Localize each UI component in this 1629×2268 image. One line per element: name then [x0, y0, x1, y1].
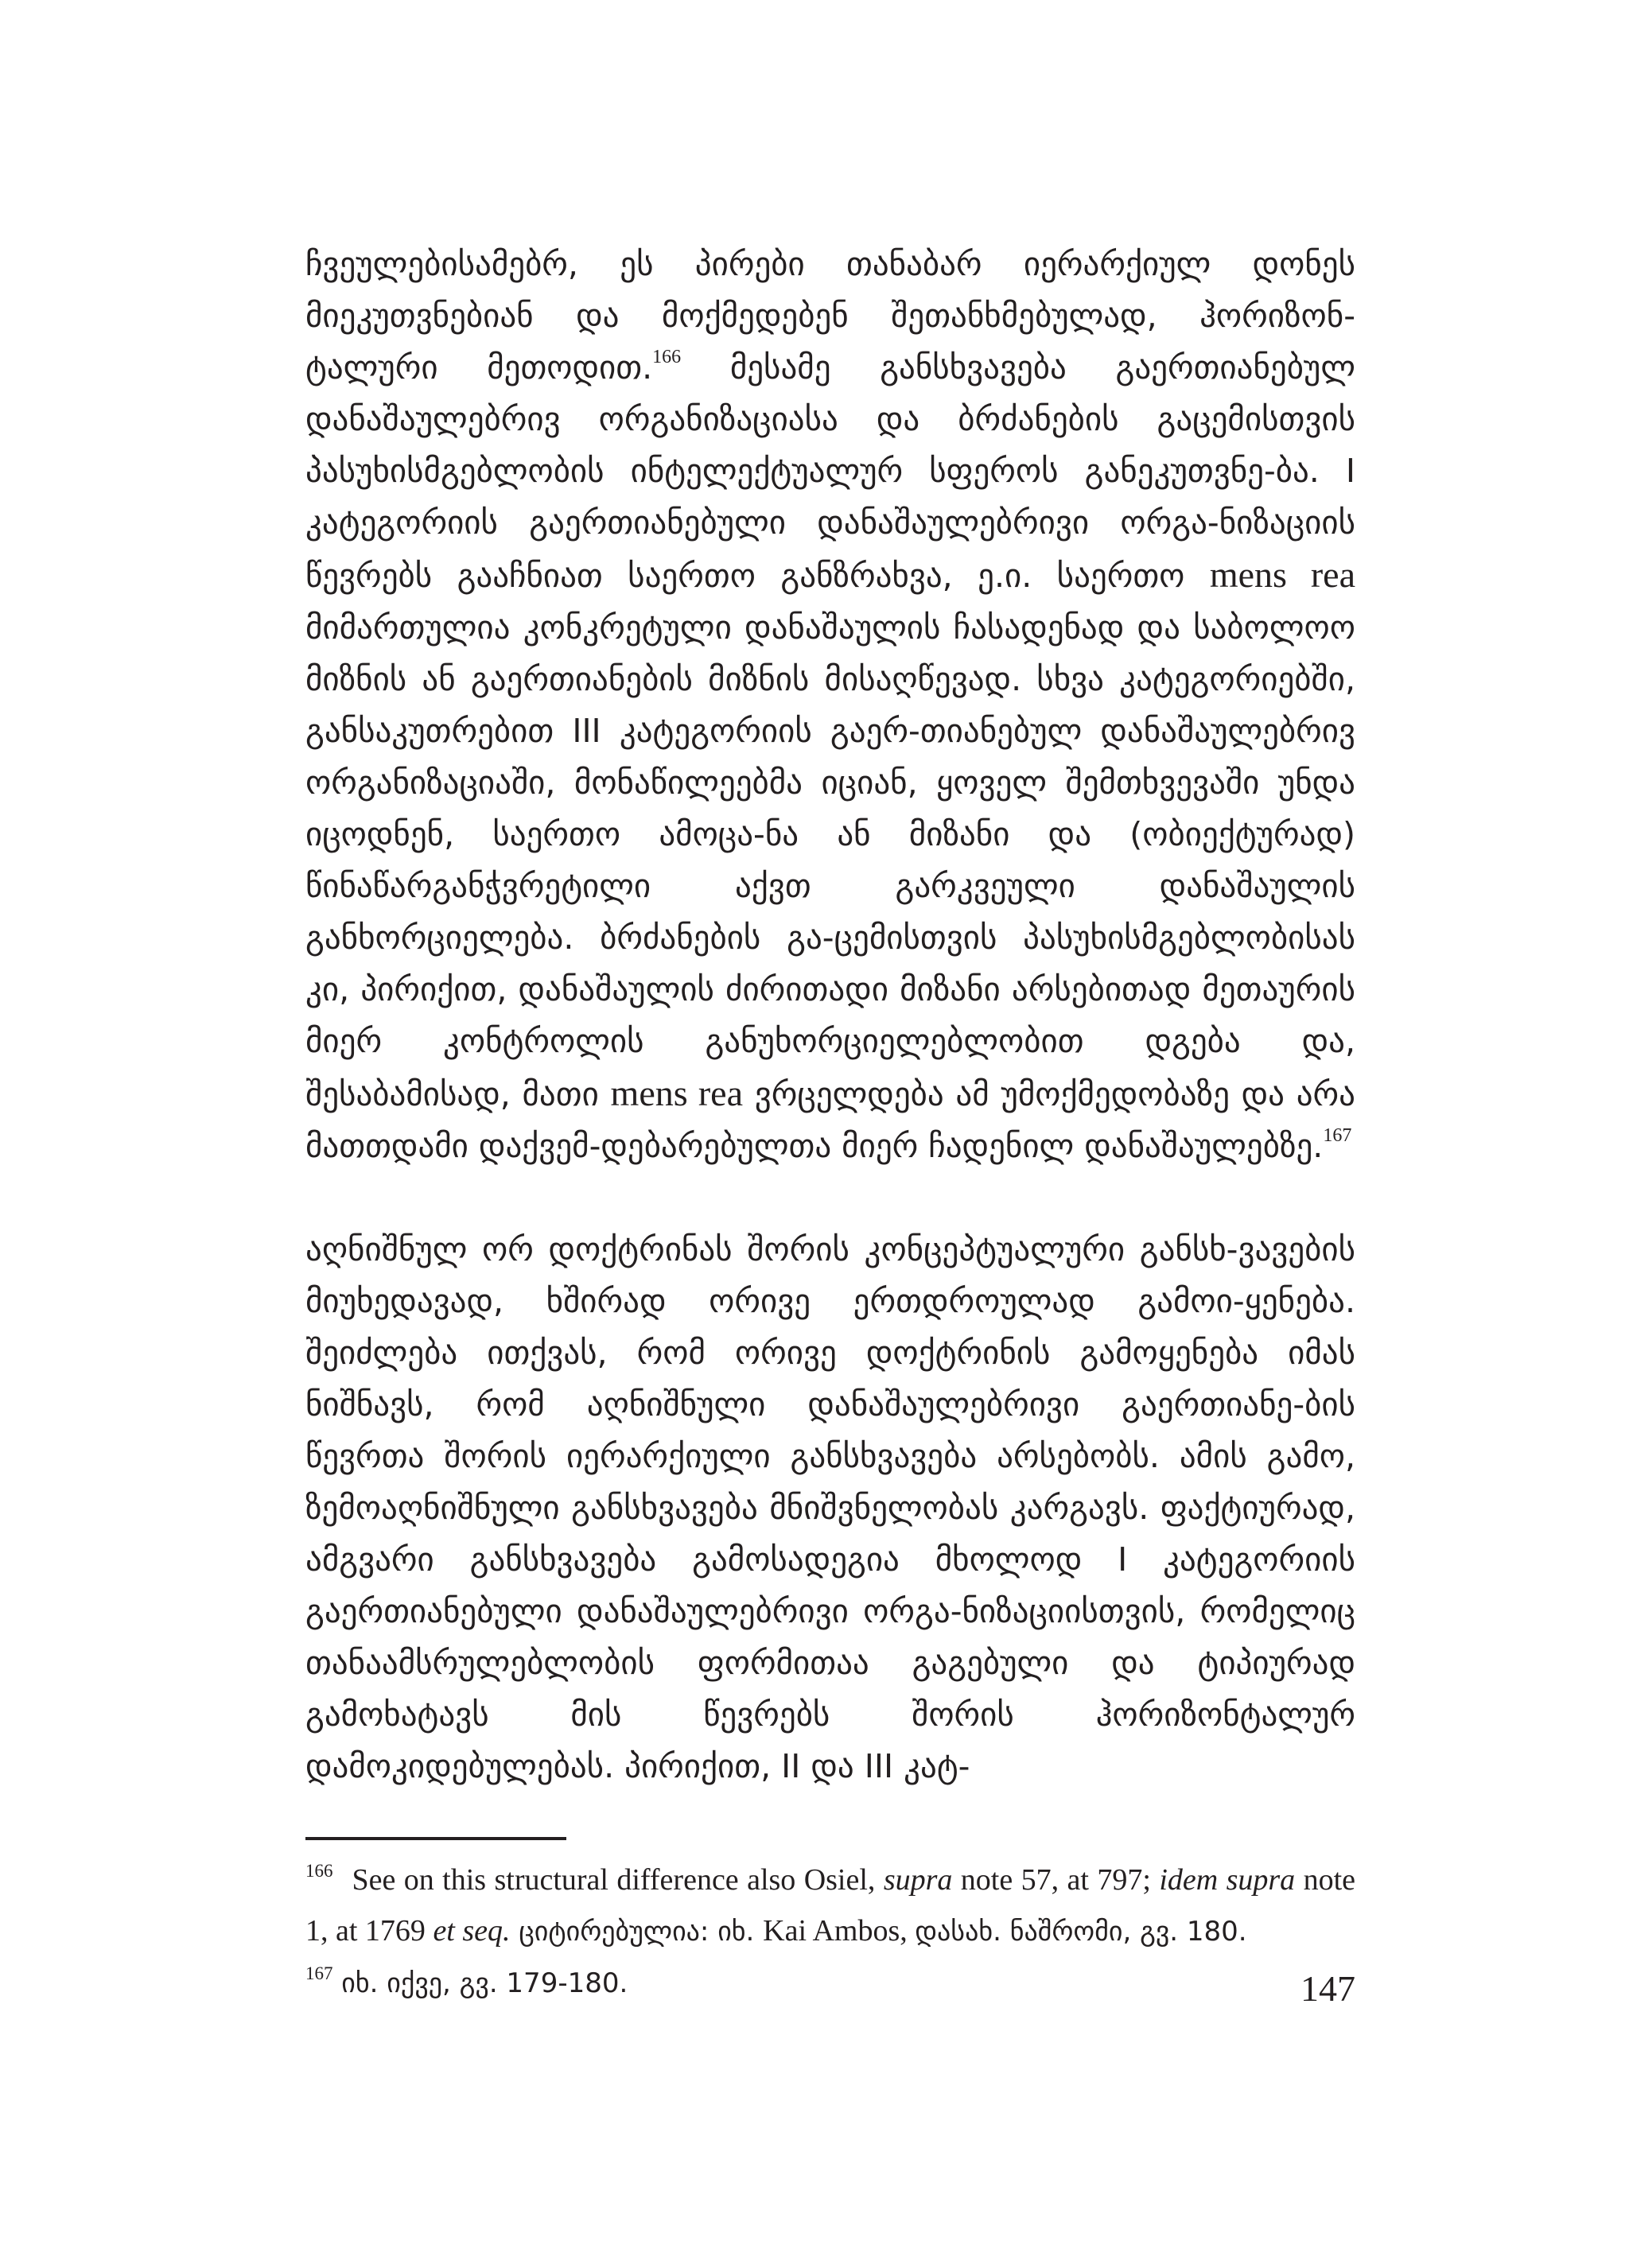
footnote-italic: idem supra [1159, 1863, 1296, 1897]
footnote-text: See on this structural difference also Osiel, [352, 1863, 884, 1897]
body-paragraph-1 [305, 239, 1355, 1172]
page-number: 147 [1300, 1968, 1355, 2009]
footnote-number: 166 [305, 1861, 333, 1881]
latin-term: mens rea [1209, 554, 1355, 595]
footnote-italic: supra [883, 1863, 953, 1897]
footnote-divider [305, 1837, 566, 1840]
footnote-italic: et seq. [433, 1914, 511, 1948]
paragraph-text: მესამე განსხვავება გაერთიანებულ დანაშაულებრივ ორგანიზაციასა და ბრძანების გაცემისთვის პასუხისმგებლობის ინტელექტუალურ სფეროს განეკუთვნე-ბა. I კატეგორიის გაერთიანებული დანაშაულებრივი ორგა-ნიზაციის წევრებს გააჩნიათ საერთო განზრახვა, ე.ი. საერთო [305, 348, 1355, 595]
footnote-text: note 1, at 1769 [305, 1863, 1355, 1948]
footnote-166 [305, 1854, 1355, 1957]
footnote-text: note 57, at 797; [952, 1863, 1160, 1897]
body-paragraph-2: აღნიშნულ ორ დოქტრინას შორის კონცეპტუალური განსხ-ვავების მიუხედავად, ხშირად ორივე ერთდროულად გამოი-ყენება. შეიძლება ითქვას, რომ ორივე დოქტრინის გამოყენება იმას ნიშნავს, რომ აღნიშნული დანაშაულებრივი გაერთიანე-ბის წევრთა შორის იერარქიული განსხვავება არსებობს. ამის გამო, ზემოაღნიშნული განსხვავება მნიშვნელობას კარგავს. ფაქტიურად, ამგვარი განსხვავება გამოსადეგია მხოლოდ I კატეგორიის გაერთიანებული დანაშაულებრივი ორგა-ნიზაციისთვის, რომელიც თანაამსრულებლობის ფორმითაა გაგებული და ტიპიურად გამოხატავს მის წევრებს შორის ჰორიზონტალურ დამოკიდებულებას. პირიქით, II და III კატ- [305, 1230, 1355, 1785]
footnote-167 [305, 1957, 1355, 2009]
footnote-text: ციტირებულია: იხ. [510, 1916, 764, 1948]
footnote-ref-166[interactable]: 166 [652, 347, 682, 367]
footnote-ref-167[interactable]: 167 [1323, 1125, 1352, 1146]
paragraph-text: ჩვეულებისამებრ, ეს პირები თანაბარ იერარქიულ დონეს მიეკუთვნებიან და მოქმედებენ შეთანხმებულად, ჰორიზონ-ტალური მეთოდით. [305, 245, 1355, 386]
footnote-text: დასახ. ნაშრომი, გვ. 180. [915, 1916, 1247, 1948]
footnote-number: 167 [305, 1963, 333, 1983]
latin-term: mens rea [610, 1073, 744, 1113]
paragraph-text: მიმართულია კონკრეტული დანაშაულის ჩასადენად და საბოლოო მიზნის ან გაერთიანების მიზნის მისაღწევად. სხვა კატეგორიებში, განსაკუთრებით III კატეგორიის გაერ-თიანებულ დანაშაულებრივ ორგანიზაციაში, მონაწილეებმა იციან, ყოველ შემთხვევაში უნდა იცოდნენ, საერთო ამოცა-ნა ან მიზანი და (ობიექტურად) წინაწარგანჭვრეტილი აქვთ გარკვეული დანაშაულის განხორციელება. ბრძანების გა-ცემისთვის პასუხისმგებლობისას კი, პირიქით, დანაშაულის ძირითადი მიზანი არსებითად მეთაურის მიერ კონტროლის განუხორციელებლობით დგება და, შესაბამისად, მათი [305, 608, 1355, 1113]
paragraph-text: ვრცელდება ამ უმოქმედობაზე და არა მათთდამი დაქვემ-დებარებულთა მიერ ჩადენილ დანაშაულებზე. [305, 1075, 1355, 1165]
footnote-text: იხ. იქვე, გვ. 179-180. [332, 1967, 628, 1999]
footnote-text: Kai Ambos, [763, 1914, 916, 1948]
page-content [305, 239, 1355, 2009]
